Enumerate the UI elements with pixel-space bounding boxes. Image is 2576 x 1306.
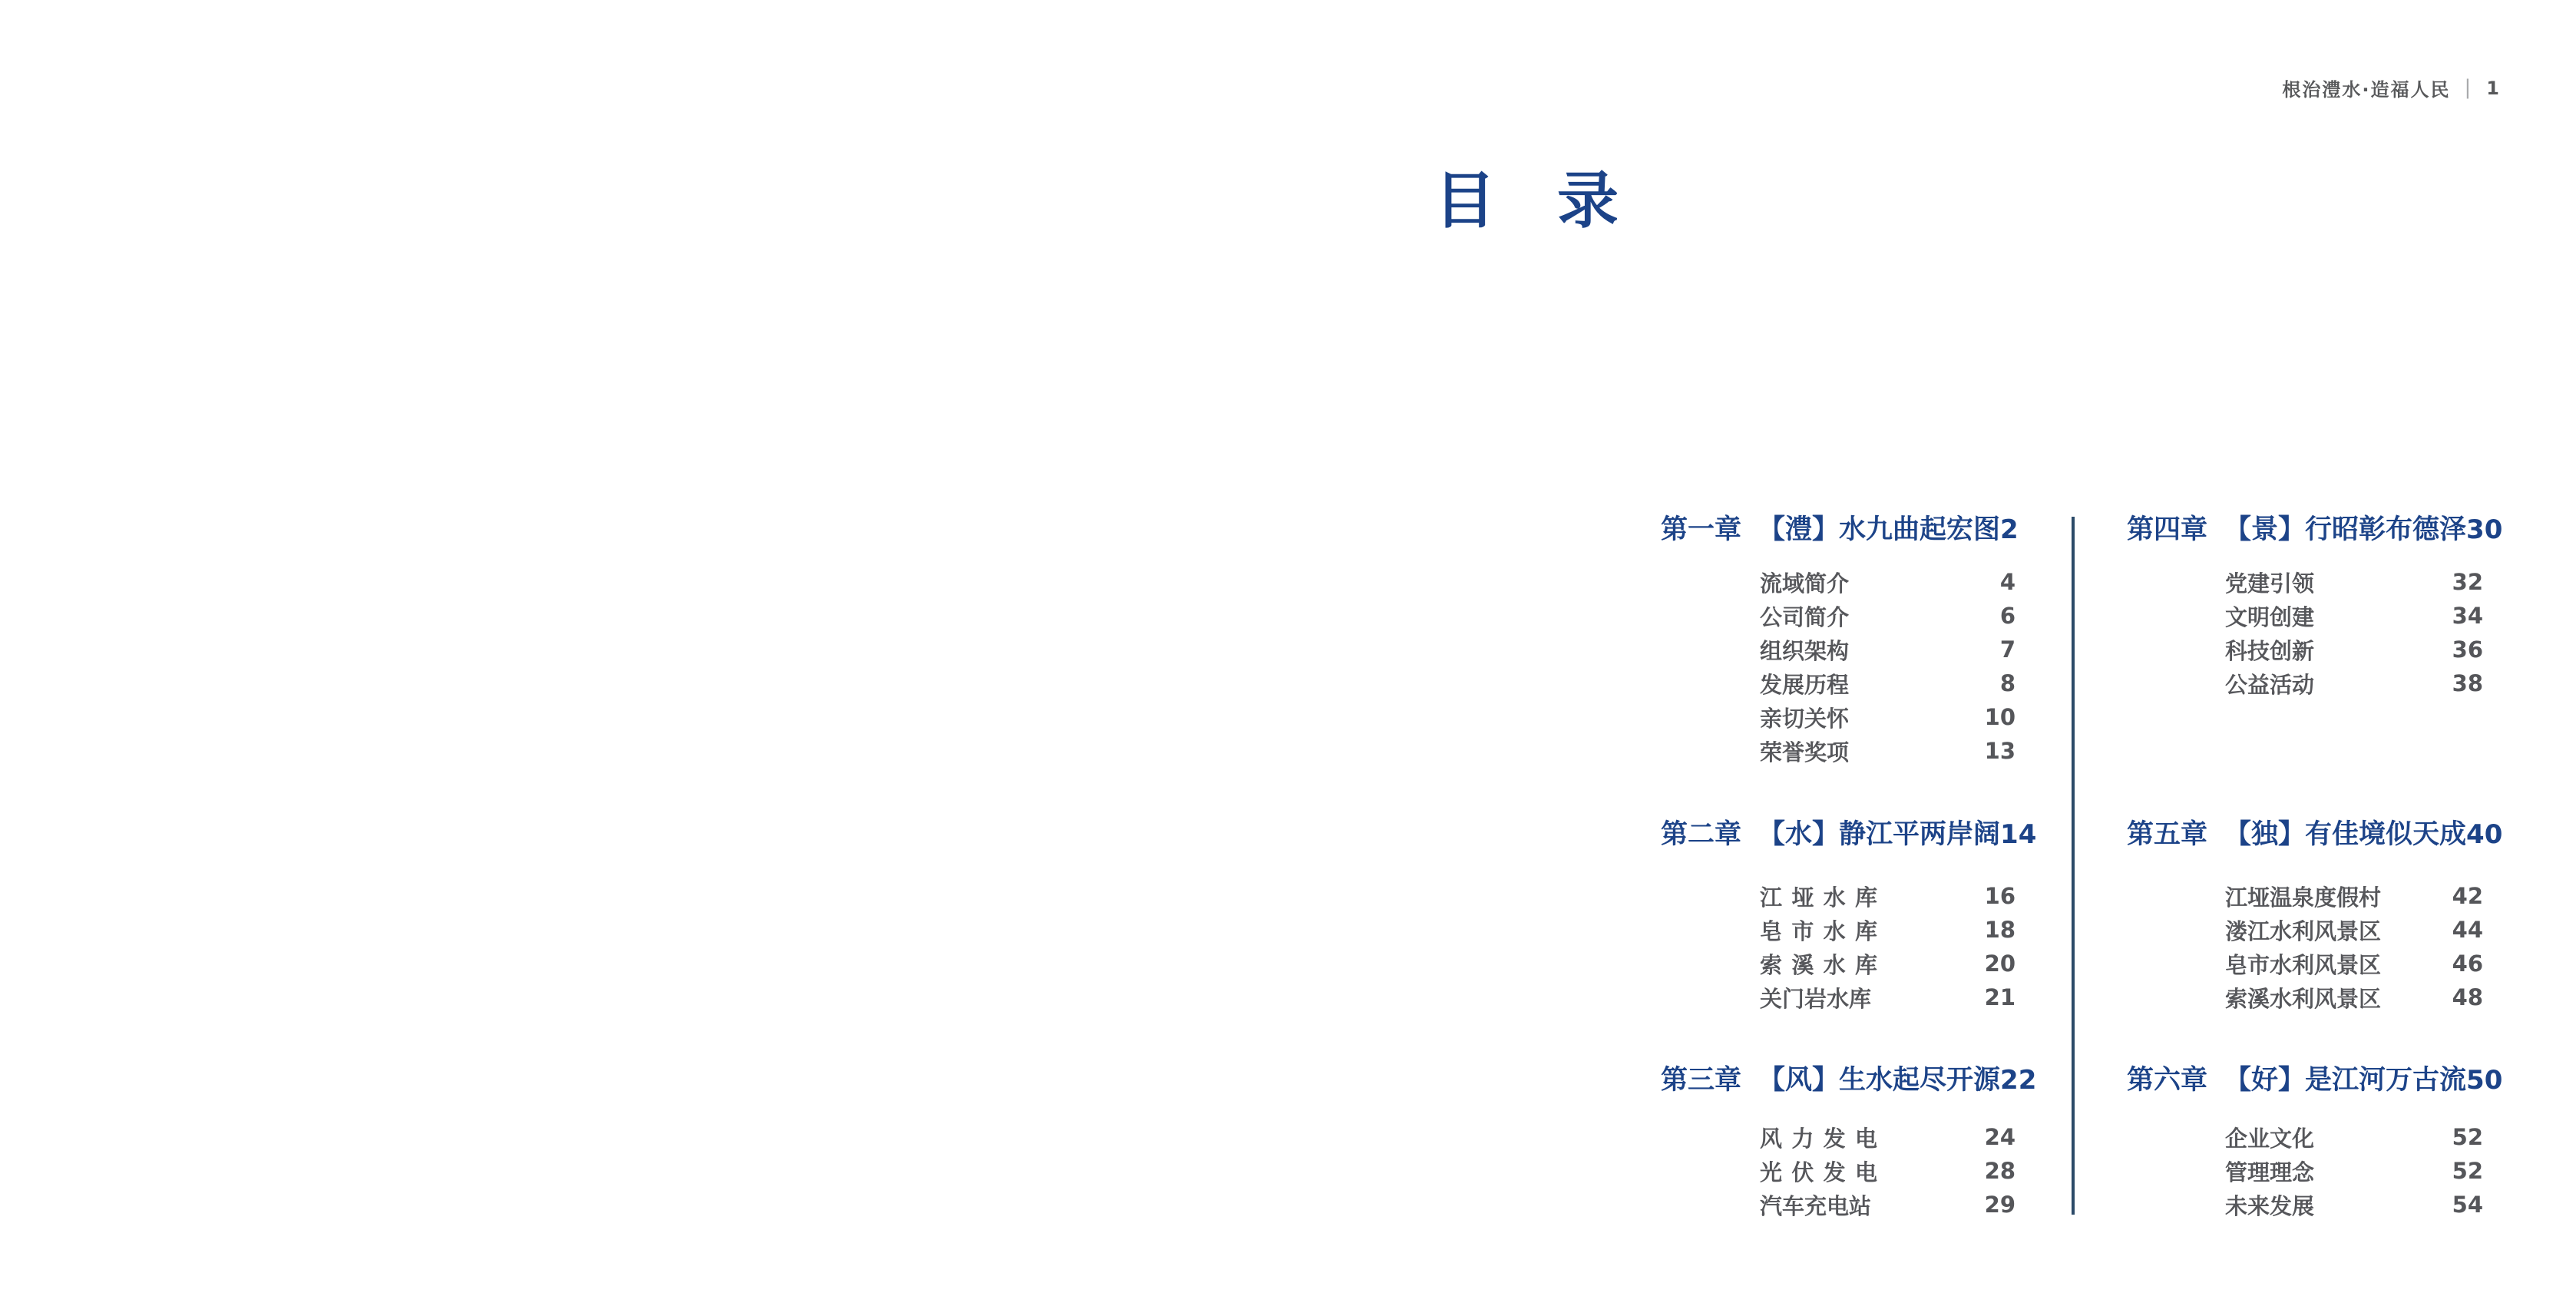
chapter-2-title: 【水】静江平两岸阔 <box>1758 819 2001 850</box>
toc-item <box>1760 1154 2015 1188</box>
chapter-3-page: 22 <box>2000 1065 2037 1096</box>
chapter-3-label: 第三章 <box>1661 1065 1742 1096</box>
item-name: 皂市水库 <box>1760 918 1877 944</box>
chapter-6-heading <box>2127 1062 2503 1099</box>
item-page: 18 <box>1984 917 2015 943</box>
toc-item <box>1760 700 2015 734</box>
item-name: 文明创建 <box>2225 603 2315 630</box>
toc-item <box>1760 879 2015 913</box>
toc-item <box>2225 1120 2483 1154</box>
item-page: 28 <box>1984 1158 2015 1184</box>
item-name: 公益活动 <box>2225 671 2315 698</box>
toc-item <box>1760 913 2015 947</box>
chapter-2-items <box>1760 879 2015 1014</box>
header-page-number: 1 <box>2486 77 2499 99</box>
item-name: 管理理念 <box>2225 1159 2315 1185</box>
chapter-4-page: 30 <box>2466 514 2503 545</box>
item-page: 46 <box>2452 951 2483 977</box>
toc-item <box>1760 666 2015 700</box>
item-name: 江垭水库 <box>1760 884 1877 911</box>
chapter-5-page: 40 <box>2466 819 2503 850</box>
chapter-1-heading <box>1661 511 2019 548</box>
item-name: 未来发展 <box>2225 1192 2315 1219</box>
item-page: 52 <box>2452 1158 2483 1184</box>
item-page: 13 <box>1984 738 2015 764</box>
chapter-4-label: 第四章 <box>2127 514 2208 545</box>
item-page: 16 <box>1984 883 2015 909</box>
toc-item <box>2225 666 2483 700</box>
toc-item <box>1760 633 2015 666</box>
item-page: 34 <box>2452 603 2483 629</box>
item-name: 光伏发电 <box>1760 1159 1877 1185</box>
page-header <box>2282 74 2499 101</box>
header-motto: 根治澧水·造福人民 <box>2282 79 2451 101</box>
toc-item <box>1760 565 2015 599</box>
item-name: 汽车充电站 <box>1760 1192 1872 1219</box>
item-name: 企业文化 <box>2225 1125 2315 1152</box>
toc-item <box>2225 879 2483 913</box>
item-name: 公司简介 <box>1760 603 1850 630</box>
page-title: 目 录 <box>1434 165 1619 236</box>
toc-item <box>2225 1188 2483 1222</box>
toc-item <box>1760 1188 2015 1222</box>
toc-item <box>2225 947 2483 980</box>
chapter-1-page: 2 <box>2000 514 2019 545</box>
item-page: 38 <box>2452 670 2483 696</box>
toc-item <box>2225 980 2483 1014</box>
toc-item <box>2225 1154 2483 1188</box>
item-name: 皂市水利风景区 <box>2225 951 2382 978</box>
item-page: 20 <box>1984 951 2015 977</box>
header-separator: | <box>2464 75 2473 99</box>
item-name: 索溪水库 <box>1760 951 1877 978</box>
toc-item <box>2225 565 2483 599</box>
item-page: 6 <box>1999 603 2015 629</box>
item-name: 发展历程 <box>1760 671 1850 698</box>
chapter-6-page: 50 <box>2466 1065 2503 1096</box>
chapter-5-items <box>2225 879 2483 1014</box>
item-name: 风力发电 <box>1760 1125 1877 1152</box>
item-page: 8 <box>1999 670 2015 696</box>
chapter-4-items <box>2225 565 2483 700</box>
toc-item <box>2225 633 2483 666</box>
item-name: 亲切关怀 <box>1760 705 1850 732</box>
item-name: 溇江水利风景区 <box>2225 918 2382 944</box>
toc-item <box>1760 734 2015 768</box>
item-page: 52 <box>2452 1124 2483 1150</box>
chapter-1-title: 【澧】水九曲起宏图 <box>1758 514 2001 545</box>
toc-item <box>1760 980 2015 1014</box>
chapter-1-label: 第一章 <box>1661 514 1742 545</box>
chapter-4-heading <box>2127 511 2503 548</box>
item-name: 科技创新 <box>2225 637 2315 664</box>
item-name: 关门岩水库 <box>1760 985 1872 1012</box>
chapter-6-title: 【好】是江河万古流 <box>2224 1065 2467 1096</box>
item-page: 44 <box>2452 917 2483 943</box>
chapter-6-label: 第六章 <box>2127 1065 2208 1096</box>
toc-item <box>2225 913 2483 947</box>
item-page: 54 <box>2452 1192 2483 1218</box>
item-page: 36 <box>2452 636 2483 663</box>
chapter-3-heading <box>1661 1062 2037 1099</box>
chapter-1-items <box>1760 565 2015 768</box>
chapter-2-page: 14 <box>2000 819 2037 850</box>
column-divider <box>2072 517 2075 1215</box>
item-page: 29 <box>1984 1192 2015 1218</box>
item-page: 48 <box>2452 984 2483 1010</box>
item-page: 24 <box>1984 1124 2015 1150</box>
toc-item <box>2225 599 2483 633</box>
chapter-6-items <box>2225 1120 2483 1222</box>
chapter-5-heading <box>2127 816 2503 853</box>
item-name: 索溪水利风景区 <box>2225 985 2382 1012</box>
chapter-4-title: 【景】行昭彰布德泽 <box>2224 514 2467 545</box>
chapter-2-heading <box>1661 816 2037 853</box>
item-name: 荣誉奖项 <box>1760 739 1850 765</box>
toc-item <box>1760 1120 2015 1154</box>
chapter-5-label: 第五章 <box>2127 819 2208 850</box>
chapter-3-items <box>1760 1120 2015 1222</box>
item-page: 4 <box>1999 569 2015 595</box>
chapter-2-label: 第二章 <box>1661 819 1742 850</box>
item-page: 32 <box>2452 569 2483 595</box>
chapter-3-title: 【风】生水起尽开源 <box>1758 1065 2001 1096</box>
item-name: 党建引领 <box>2225 570 2315 597</box>
toc-item <box>1760 599 2015 633</box>
item-page: 10 <box>1984 704 2015 730</box>
item-name: 组织架构 <box>1760 637 1850 664</box>
item-page: 42 <box>2452 883 2483 909</box>
chapter-5-title: 【独】有佳境似天成 <box>2224 819 2467 850</box>
toc-item <box>1760 947 2015 980</box>
item-name: 流域简介 <box>1760 570 1850 597</box>
item-page: 7 <box>1999 636 2015 663</box>
item-name: 江垭温泉度假村 <box>2225 884 2382 911</box>
item-page: 21 <box>1984 984 2015 1010</box>
